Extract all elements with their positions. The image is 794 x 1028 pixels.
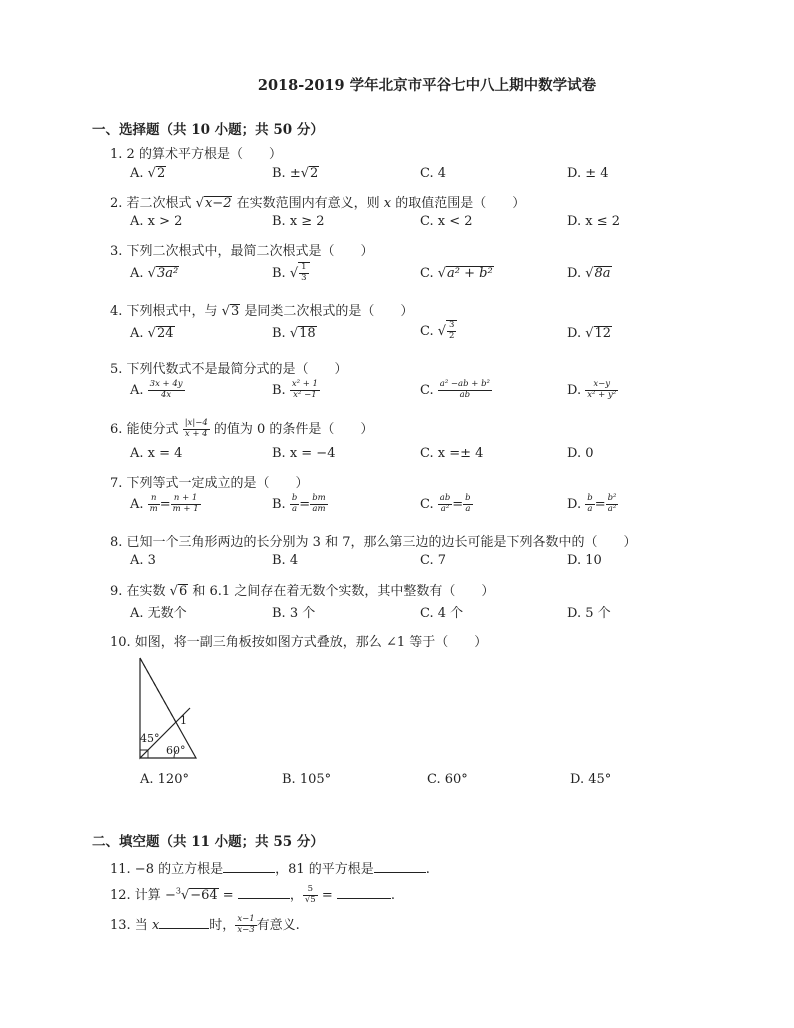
q9-stem-pre: 9. 在实数	[110, 584, 166, 599]
q4-option-b[interactable]: B. √18	[272, 326, 316, 341]
q10-option-b[interactable]: B. 105°	[282, 772, 332, 787]
answer-blank[interactable]	[238, 886, 290, 899]
q4-option-d[interactable]: D. √12	[567, 326, 612, 341]
radicand: 8a	[594, 266, 611, 281]
q13-stem-post: 有意义.	[256, 918, 300, 933]
equals: =	[452, 496, 464, 512]
q11-stem-pre: 11. −8 的立方根是	[110, 862, 224, 877]
q10-option-d[interactable]: D. 45°	[570, 772, 612, 787]
q6-option-c[interactable]: C. x =± 4	[420, 446, 484, 461]
q6-stem-pre: 6. 能使分式	[110, 422, 179, 437]
option-label: C.	[420, 266, 434, 281]
q4-stem-pre: 4. 下列根式中，与	[110, 304, 218, 319]
denominator: m + 1	[172, 503, 199, 514]
question-13	[110, 914, 300, 936]
option-label: B.	[272, 326, 286, 341]
q12-stem-pre: 12. 计算 −	[110, 888, 176, 903]
radicand: a² + b²	[447, 266, 493, 281]
denominator: a	[587, 503, 593, 514]
angle-1-label: 1	[180, 714, 187, 727]
numerator: bm	[312, 493, 326, 503]
numerator: |x|−4	[184, 418, 208, 429]
q8-option-b[interactable]: B. 4	[272, 553, 299, 568]
q1-option-a[interactable]: A. √2	[130, 166, 166, 181]
q12-stem-end: .	[390, 888, 395, 903]
q6-option-a[interactable]: A. x = 4	[130, 446, 183, 461]
answer-blank[interactable]	[159, 916, 209, 929]
q7-option-c[interactable]: C. $\frac{ab}{\text{a²}}$ = $\frac{b}{a}$	[420, 493, 471, 514]
option-label: D.	[567, 326, 582, 341]
q9-option-b[interactable]: B. 3 个	[272, 606, 316, 621]
numerator: a² −ab + b²	[439, 379, 490, 389]
radicand: 3a²	[156, 266, 179, 281]
equals: =	[317, 888, 337, 903]
numerator: 3x + 4y	[149, 379, 183, 389]
q10-option-c[interactable]: C. 60°	[427, 772, 468, 787]
q8-option-a[interactable]: A. 3	[130, 553, 156, 568]
q9-stem-post: 和 6.1 之间存在着无数个实数，其中整数有（ ）	[192, 584, 495, 599]
equals: =	[218, 888, 238, 903]
denominator: √5	[304, 895, 316, 905]
question-10: 10. 如图，将一副三角板按如图方式叠放，那么 ∠1 等于（ ）	[110, 635, 488, 650]
denominator: a²	[440, 503, 450, 514]
radicand: 24	[156, 326, 174, 341]
q2-option-a[interactable]: A. x > 2	[130, 214, 183, 229]
q4-option-c[interactable]: C. √ $\frac{3}{2}$	[420, 320, 457, 342]
q2-option-c[interactable]: C. x < 2	[420, 214, 473, 229]
denominator: x−3	[237, 925, 255, 935]
numerator: b²	[607, 493, 617, 503]
question-6	[110, 418, 373, 440]
question-5: 5. 下列代数式不是最简分式的是（ ）	[110, 362, 348, 377]
question-3: 3. 下列二次根式中，最简二次根式是（ ）	[110, 244, 374, 259]
option-label: A.	[130, 326, 144, 341]
option-label: B. ±	[272, 166, 301, 181]
q2-option-d[interactable]: D. x ≤ 2	[567, 214, 620, 229]
option-label: C.	[420, 323, 434, 339]
question-8: 8. 已知一个三角形两边的长分别为 3 和 7，那么第三边的边长可能是下列各数中的（ ）	[110, 535, 637, 550]
q6-option-d[interactable]: D. 0	[567, 446, 594, 461]
denominator: x² −1	[293, 389, 317, 400]
question-4: 4. 下列根式中，与 √3 是同类二次根式的是（ ）	[110, 304, 414, 319]
denominator: am	[312, 503, 326, 514]
numerator: n + 1	[171, 494, 201, 505]
question-9: 9. 在实数 √6 和 6.1 之间存在着无数个实数，其中整数有（ ）	[110, 584, 495, 599]
q2-option-b[interactable]: B. x ≥ 2	[272, 214, 325, 229]
q1-option-b[interactable]: B. ±√2	[272, 166, 319, 181]
q4-stem-post: 是同类二次根式的是（ ）	[244, 304, 414, 319]
numerator: b	[465, 493, 471, 503]
equals: =	[299, 496, 311, 512]
q3-option-d[interactable]: D. √8a	[567, 266, 611, 281]
denominator: a	[292, 503, 298, 514]
radicand: −64	[190, 888, 218, 903]
numerator: b	[291, 493, 298, 503]
variable: x	[151, 918, 160, 933]
q11-stem-end: .	[425, 862, 430, 877]
q13-stem-pre: 13. 当	[110, 918, 148, 933]
answer-blank[interactable]	[374, 860, 426, 873]
denominator: a²	[607, 503, 617, 514]
q2-stem-pre: 2. 若二次根式	[110, 196, 192, 211]
q9-radicand: 6	[178, 584, 188, 599]
equals: =	[594, 496, 606, 512]
q5-option-b[interactable]: B. $\frac{\text{x² + 1}}{\text{x² −1}}$	[272, 379, 318, 400]
q2-stem-post: 在实数范围内有意义，则	[236, 196, 380, 211]
q9-option-d[interactable]: D. 5 个	[567, 606, 611, 621]
option-label: A.	[130, 166, 144, 181]
option-label: B.	[272, 265, 286, 281]
q7-option-b[interactable]: B. $\frac{b}{a}$ = $\frac{bm}{am}$	[272, 493, 326, 514]
question-7: 7. 下列等式一定成立的是（ ）	[110, 476, 309, 491]
section-heading-choice: 一、选择题（共 10 小题；共 50 分）	[92, 122, 324, 138]
question-2: 2. 若二次根式 √x−2 在实数范围内有意义，则 x 的取值范围是（ ）	[110, 196, 526, 211]
q11-stem-mid: ，81 的平方根是	[275, 862, 374, 877]
numerator: b	[587, 493, 593, 503]
q3-option-a[interactable]: A. √3a²	[130, 266, 179, 281]
numerator: n	[148, 494, 160, 505]
question-12: 12. 计算 −$^3$√−64 = ， $\frac{5}{√5}$ = .	[110, 884, 395, 905]
q2-radicand: x−2	[204, 196, 232, 211]
denominator: ab	[459, 389, 471, 400]
q9-option-c[interactable]: C. 4 个	[420, 606, 464, 621]
denominator: a	[465, 503, 471, 514]
q8-option-c[interactable]: C. 7	[420, 553, 447, 568]
denominator: m	[149, 503, 158, 514]
numerator: x−y	[585, 380, 618, 391]
angle-45-label: 45°	[140, 732, 160, 745]
equals: =	[159, 496, 171, 512]
q6-option-b[interactable]: B. x = −4	[272, 446, 336, 461]
option-label: A.	[130, 266, 144, 281]
answer-blank[interactable]	[337, 886, 391, 899]
numerator: ab	[439, 493, 451, 503]
numerator: x² + 1	[291, 379, 318, 389]
q1-option-c[interactable]: C. 4	[420, 166, 447, 181]
q5-option-d[interactable]: D. $\frac{x-y}{\text{x² + y²}}$	[567, 379, 617, 400]
q5-option-a[interactable]: A. $\frac{3x + 4y}{4x}$	[130, 379, 183, 400]
q2-variable: x	[383, 196, 392, 211]
option-label: D.	[567, 266, 582, 281]
angle-60-label: 60°	[166, 744, 186, 757]
numerator: 5	[303, 885, 318, 896]
radicand: 12	[594, 326, 612, 341]
answer-blank[interactable]	[223, 860, 275, 873]
q7-option-d[interactable]: D. $\frac{b}{a}$ = $\frac{\text{b²}}{\text{a²}}$	[567, 493, 617, 514]
radicand: 18	[299, 326, 316, 341]
q7-option-a[interactable]: A. $\frac{n}{m}$ = $\frac{n + 1}{m + 1}$	[130, 493, 199, 514]
q3-option-b[interactable]: B. √ $\frac{1}{3}$	[272, 262, 310, 284]
denominator: x² + y²	[587, 389, 617, 400]
q10-option-a[interactable]: A. 120°	[140, 772, 189, 787]
denominator: x + 4	[184, 429, 208, 439]
q9-option-a[interactable]: A. 无数个	[130, 606, 187, 621]
denominator: 4x	[161, 389, 172, 400]
q5-option-c[interactable]: C. $\frac{\text{a² −ab + b²}}{ab}$	[420, 379, 490, 400]
q4-option-a[interactable]: A. √24	[130, 326, 174, 341]
q13-stem-mid: 时，	[209, 918, 236, 933]
q6-stem-post: 的值为 0 的条件是（ ）	[213, 422, 374, 437]
section-heading-fill: 二、填空题（共 11 小题；共 55 分）	[92, 834, 324, 850]
q1-option-d[interactable]: D. ± 4	[567, 166, 609, 181]
q3-option-c[interactable]: C. √a² + b²	[420, 266, 493, 281]
q2-stem-end: 的取值范围是（ ）	[395, 196, 526, 211]
triangle-figure	[134, 656, 204, 762]
question-11	[110, 858, 430, 877]
question-1: 1. 2 的算术平方根是（ ）	[110, 147, 282, 162]
q4-radicand: 3	[230, 304, 240, 319]
comma: ，	[289, 888, 303, 903]
numerator: x−1	[237, 914, 255, 925]
page-title: 2018-2019 学年北京市平谷七中八上期中数学试卷	[257, 77, 597, 94]
q8-option-d[interactable]: D. 10	[567, 553, 602, 568]
